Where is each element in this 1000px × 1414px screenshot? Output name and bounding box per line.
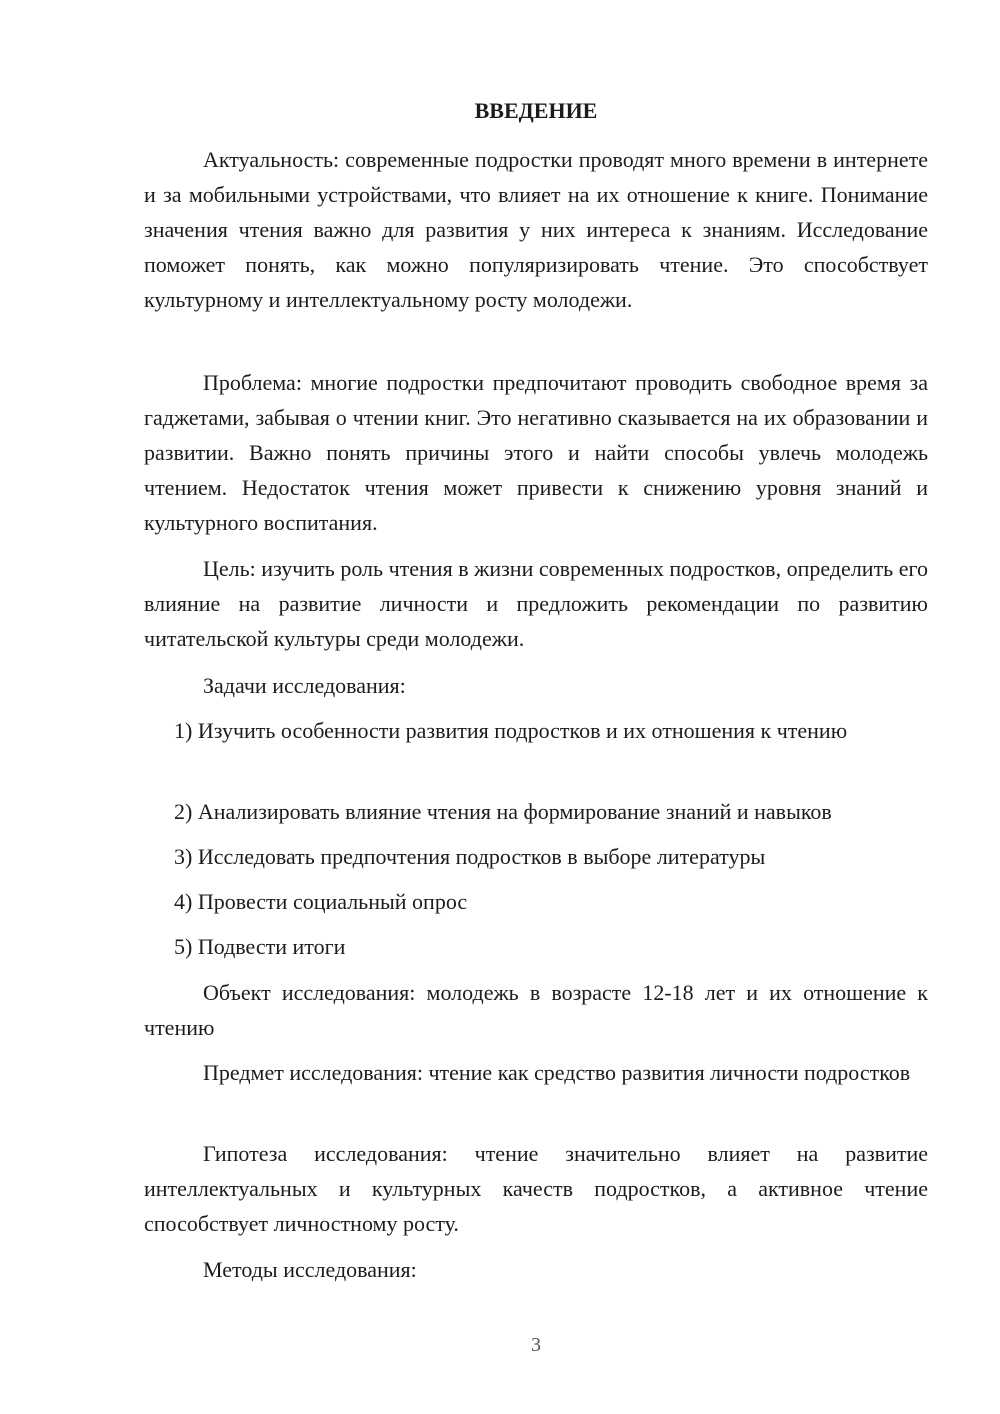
- task-item-5: 5) Подвести итоги: [174, 934, 346, 959]
- task-item-2: 2) Анализировать влияние чтения на формирование знаний и навыков: [174, 799, 832, 824]
- relevance-paragraph: Актуальность: современные подростки проводят много времени в интернете и за мобильными устройствами, что влияет на их отношение к книге. Понимание значения чтения важно для развития у них интереса к знаниям. Исследование поможет понять, как можно популяризировать чтение. Это способствует культурному и интеллектуальному росту молодежи.: [144, 147, 928, 312]
- problem-paragraph: Проблема: многие подростки предпочитают проводить свободное время за гаджетами, забывая о чтении книг. Это негативно сказывается на их образовании и развитии. Важно понять причины этого и найти способы увлечь молодежь чтением. Недостаток чтения может привести к снижению уровня знаний и культурного воспитания.: [144, 370, 928, 535]
- page-number: 3: [531, 1334, 541, 1356]
- methods-heading: Методы исследования:: [203, 1257, 417, 1282]
- page-title: ВВЕДЕНИЕ: [474, 98, 598, 123]
- task-item-1: 1) Изучить особенности развития подростков и их отношения к чтению: [174, 718, 848, 743]
- goal-paragraph: Цель: изучить роль чтения в жизни современных подростков, определить его влияние на развитие личности и предложить рекомендации по развитию читательской культуры среди молодежи.: [144, 556, 928, 651]
- subject-paragraph: Предмет исследования: чтение как средство развития личности подростков: [203, 1060, 911, 1085]
- task-item-3: 3) Исследовать предпочтения подростков в выборе литературы: [174, 844, 766, 869]
- task-item-4: 4) Провести социальный опрос: [174, 889, 468, 914]
- object-paragraph: Объект исследования: молодежь в возрасте 12-18 лет и их отношение к чтению: [144, 980, 928, 1040]
- tasks-heading: Задачи исследования:: [203, 673, 406, 698]
- hypothesis-paragraph: Гипотеза исследования: чтение значительно влияет на развитие интеллектуальных и культурных качеств подростков, а активное чтение способствует личностному росту.: [144, 1141, 928, 1236]
